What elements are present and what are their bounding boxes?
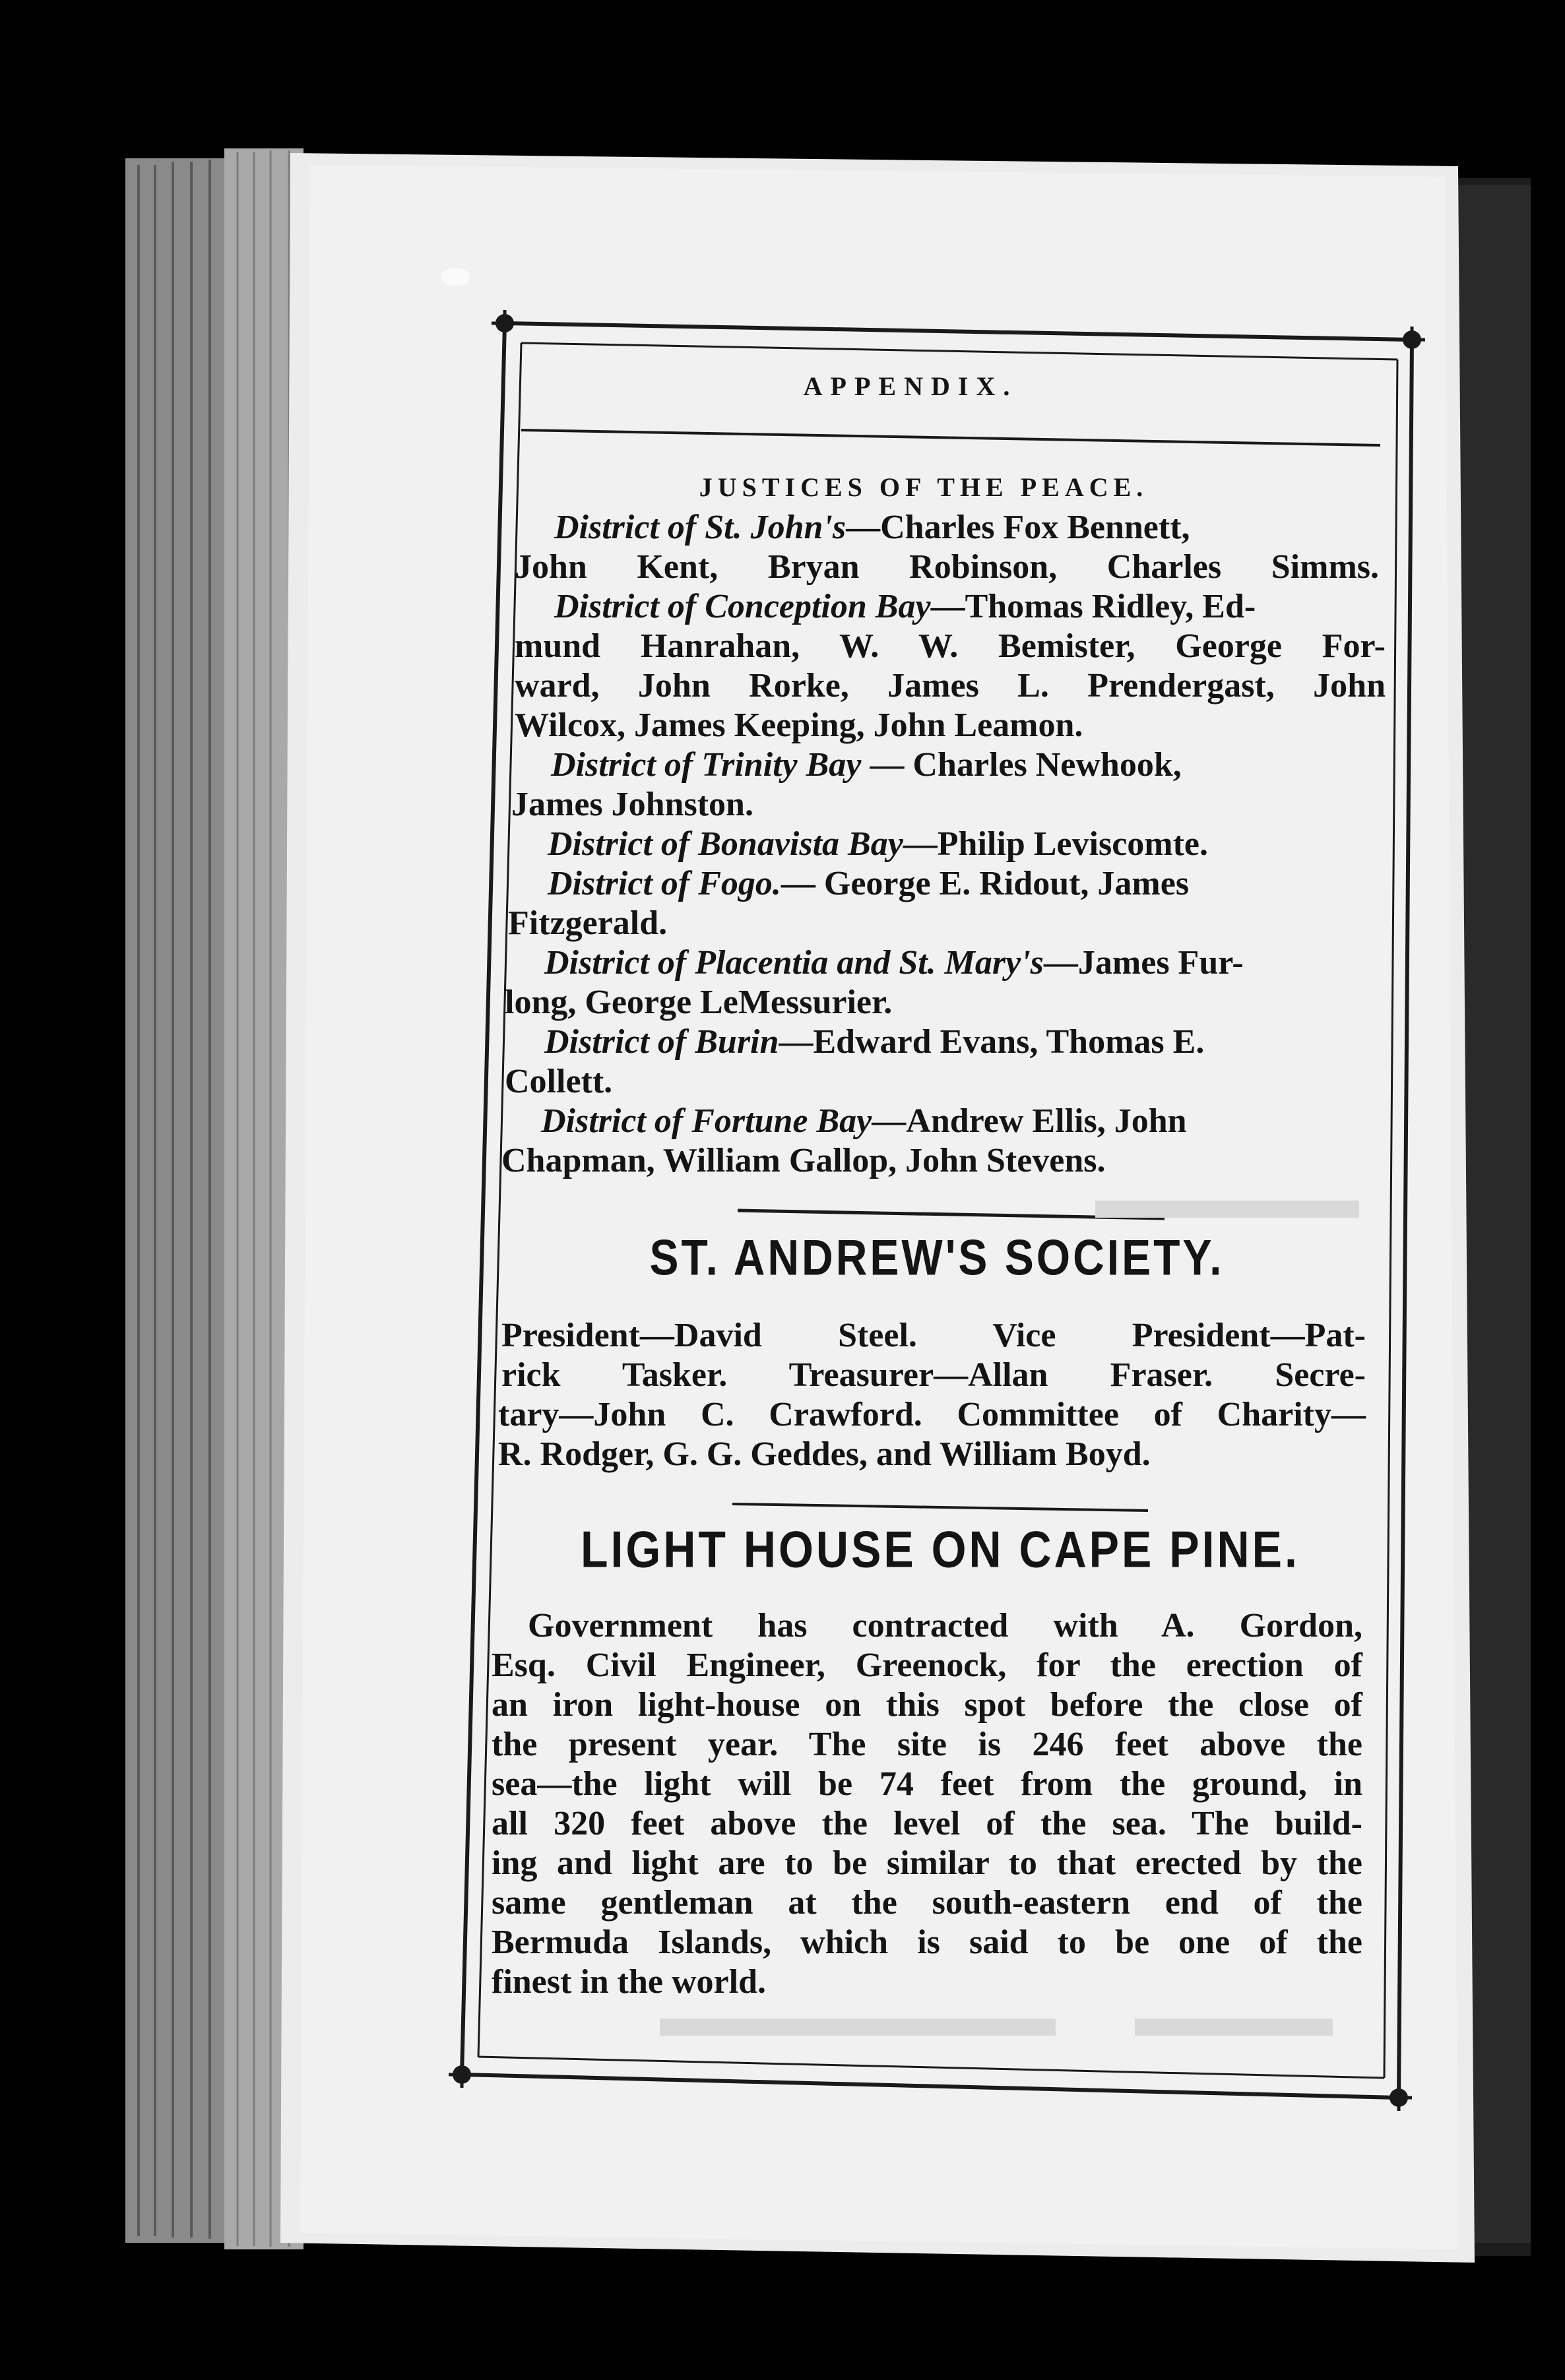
- district-name: District of Trinity Bay: [551, 746, 862, 784]
- district-name: District of Fortune Bay: [541, 1102, 872, 1140]
- justice-names: —Edward Evans, Thomas E.: [779, 1023, 1205, 1061]
- justice-line: Fitzgerald.: [508, 904, 668, 942]
- district-name: District of Placentia and St. Mary's: [544, 944, 1044, 982]
- lighthouse-line: all 320 feet above the level of the sea. The build-: [492, 1805, 1362, 1842]
- lighthouse-line: the present year. The site is 246 feet above the: [492, 1726, 1362, 1763]
- justice-line: [544, 1022, 1382, 1062]
- lighthouse-heading: LIGHT HOUSE ON CAPE PINE.: [581, 1520, 1300, 1579]
- justice-line: John Kent, Bryan Robinson, Charles Simms.: [515, 548, 1379, 586]
- justice-names: — Charles Newhook,: [861, 746, 1182, 784]
- lighthouse-line: ing and light are to be similar to that erected by the: [492, 1844, 1362, 1882]
- district-name: District of Fogo.: [548, 865, 781, 902]
- society-line: tary—John C. Crawford. Committee of Charity—: [498, 1396, 1366, 1433]
- justice-line: long, George LeMessurier.: [505, 984, 893, 1021]
- lighthouse-line: finest in the world.: [492, 1963, 766, 2001]
- justice-line: Collett.: [505, 1063, 613, 1100]
- justice-names: —Charles Fox Bennett,: [846, 509, 1190, 546]
- lighthouse-line: Bermuda Islands, which is said to be one of the: [492, 1924, 1362, 1961]
- justice-names: —Thomas Ridley, Ed-: [930, 588, 1256, 625]
- justice-line: Wilcox, James Keeping, John Leamon.: [515, 706, 1083, 744]
- society-line: rick Tasker. Treasurer—Allan Fraser. Secre-: [501, 1356, 1366, 1394]
- district-name: District of Bonavista Bay: [548, 825, 903, 863]
- district-name: District of St. John's: [554, 509, 846, 546]
- justice-line: Chapman, William Gallop, John Stevens.: [501, 1142, 1106, 1179]
- society-line: President—David Steel. Vice President—Pat-: [501, 1317, 1366, 1354]
- lighthouse-line: Esq. Civil Engineer, Greenock, for the erection of: [492, 1646, 1362, 1684]
- district-name: District of Conception Bay: [554, 588, 931, 625]
- lighthouse-line: same gentleman at the south-eastern end of the: [492, 1884, 1362, 1922]
- district-name: District of Burin: [544, 1023, 779, 1061]
- society-heading: ST. ANDREW'S SOCIETY.: [649, 1229, 1225, 1286]
- justice-line: [554, 508, 1392, 548]
- justice-line: [554, 587, 1392, 627]
- justice-line: [548, 825, 1386, 864]
- justice-line: [541, 1102, 1379, 1141]
- lighthouse-line: an iron light-house on this spot before the close of: [492, 1686, 1362, 1724]
- lighthouse-line: Government has contracted with A. Gordon,: [528, 1607, 1362, 1644]
- justice-names: — George E. Ridout, James: [781, 865, 1190, 902]
- justice-names: —Philip Leviscomte.: [903, 825, 1208, 863]
- society-line: R. Rodger, G. G. Geddes, and William Boyd.: [498, 1435, 1151, 1473]
- running-head: APPENDIX.: [803, 371, 1018, 401]
- justice-line: James Johnston.: [511, 786, 753, 823]
- justice-names: —James Fur-: [1043, 944, 1244, 982]
- justice-line: mund Hanrahan, W. W. Bemister, George For-: [515, 627, 1386, 665]
- justices-heading: JUSTICES OF THE PEACE.: [699, 472, 1149, 502]
- justice-line: [548, 864, 1386, 904]
- justice-line: ward, John Rorke, James L. Prendergast, John: [515, 667, 1386, 705]
- lighthouse-line: sea—the light will be 74 feet from the ground, in: [492, 1765, 1362, 1803]
- justice-names: —Andrew Ellis, John: [872, 1102, 1187, 1140]
- justice-line: [551, 745, 1389, 785]
- justice-line: [544, 943, 1382, 983]
